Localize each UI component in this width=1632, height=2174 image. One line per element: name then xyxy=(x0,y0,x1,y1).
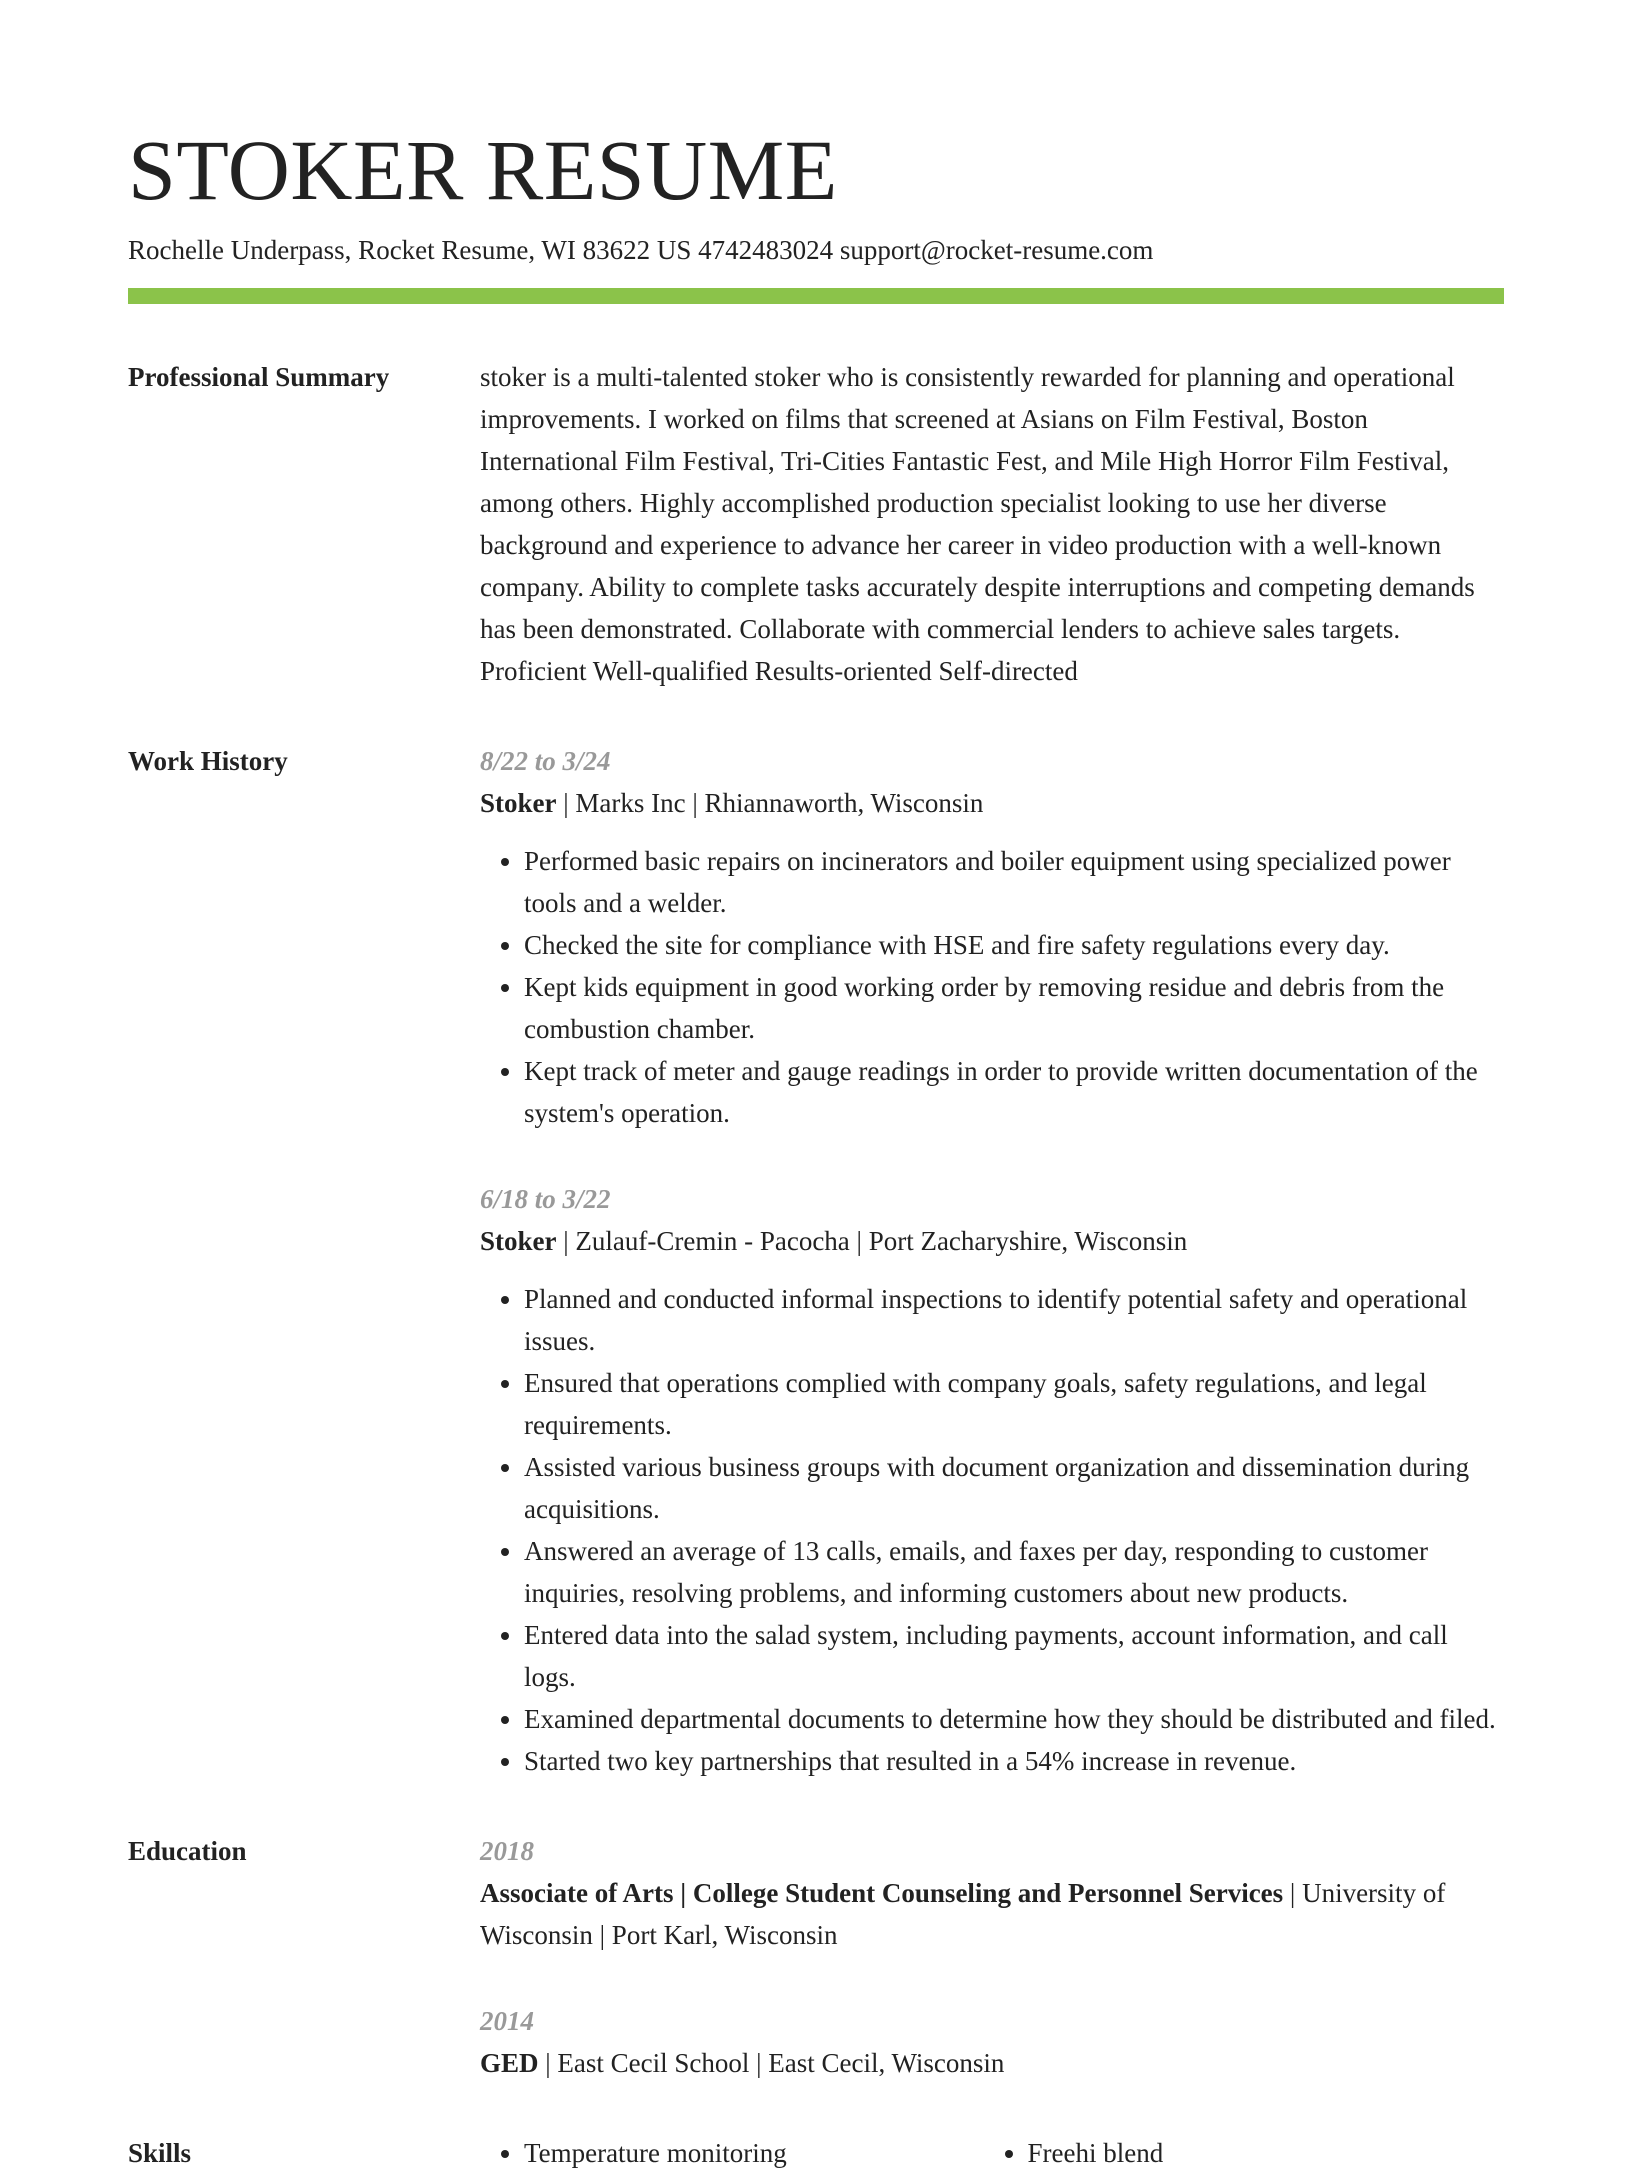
list-item: • Temperature monitoring xyxy=(524,2132,1001,2174)
education-details: | East Cecil School | East Cecil, Wisconsin xyxy=(538,2048,1005,2078)
section-label: Education xyxy=(128,1836,247,1866)
section-body xyxy=(480,2132,1504,2174)
list-item: • Ensured that operations complied with company goals, safety regulations, and legal requirements. xyxy=(524,1362,1504,1446)
education-entry xyxy=(480,1830,1504,1956)
list-item: • Planned and conducted informal inspections to identify potential safety and operational issues. xyxy=(524,1278,1504,1362)
summary-section xyxy=(128,356,1504,692)
skills-section xyxy=(128,2132,1504,2174)
job-dates: 6/18 to 3/22 xyxy=(480,1184,611,1214)
education-line xyxy=(480,1872,1504,1956)
list-item: • Assisted various business groups with document organization and dissemination during acquisitions. xyxy=(524,1446,1504,1530)
list-item: • Kept kids equipment in good working order by removing residue and debris from the combustion chamber. xyxy=(524,966,1504,1050)
education-year: 2018 xyxy=(480,1836,534,1866)
job-details: | Zulauf-Cremin - Pacocha | Port Zacharyshire, Wisconsin xyxy=(556,1226,1188,1256)
degree-title: Associate of Arts | College Student Counseling and Personnel Services xyxy=(480,1878,1284,1908)
section-body xyxy=(480,356,1504,692)
education-line xyxy=(480,2042,1504,2084)
skills-list xyxy=(480,2132,1504,2174)
summary-text: stoker is a multi-talented stoker who is consistently rewarded for planning and operational improvements. I worked on films that screened at Asians on Film Festival, Boston International Film Festival, Tri-Cities Fantastic Fest, and Mile High Horror Film Festival, among others. Highly accomplished production specialist looking to use her diverse background and experience to advance her career in video production with a well-known company. Ability to complete tasks accurately despite interruptions and competing demands has been demonstrated. Collaborate with commercial lenders to achieve sales targets. Proficient Well-qualified Results-oriented Self-directed xyxy=(480,362,1475,686)
resume-page xyxy=(128,0,1504,2174)
section-label: Work History xyxy=(128,746,288,776)
work-history-section xyxy=(128,740,1504,1782)
education-section xyxy=(128,1830,1504,2084)
list-item: • Freehi blend xyxy=(1028,2132,1505,2174)
education-year: 2014 xyxy=(480,2006,534,2036)
section-label: Professional Summary xyxy=(128,362,390,392)
job-entry xyxy=(480,740,1504,1134)
job-title: Stoker xyxy=(480,1226,557,1256)
job-role xyxy=(480,782,1504,824)
list-item: • Checked the site for compliance with HSE and fire safety regulations every day. xyxy=(524,924,1504,966)
list-item: • Started two key partnerships that resulted in a 54% increase in revenue. xyxy=(524,1740,1504,1782)
section-body xyxy=(480,1830,1504,2084)
job-role xyxy=(480,1220,1504,1262)
accent-divider xyxy=(128,288,1504,304)
list-item: • Kept track of meter and gauge readings in order to provide written documentation of the system's operation. xyxy=(524,1050,1504,1134)
list-item: • Answered an average of 13 calls, emails, and faxes per day, responding to customer inquiries, resolving problems, and informing customers about new products. xyxy=(524,1530,1504,1614)
education-entry xyxy=(480,2000,1504,2084)
list-item: • Performed basic repairs on incinerators and boiler equipment using specialized power tools and a welder. xyxy=(524,840,1504,924)
list-item: • Examined departmental documents to determine how they should be distributed and filed. xyxy=(524,1698,1504,1740)
contact-line: Rochelle Underpass, Rocket Resume, WI 83622 US 4742483024 support@rocket-resume.com xyxy=(128,235,1154,265)
section-body xyxy=(480,740,1504,1782)
job-bullets xyxy=(480,840,1504,1134)
job-details: | Marks Inc | Rhiannaworth, Wisconsin xyxy=(556,788,984,818)
resume-name: STOKER RESUME xyxy=(128,122,838,218)
job-dates: 8/22 to 3/24 xyxy=(480,746,611,776)
job-title: Stoker xyxy=(480,788,557,818)
job-entry xyxy=(480,1178,1504,1782)
job-bullets xyxy=(480,1278,1504,1782)
section-label: Skills xyxy=(128,2138,192,2168)
list-item: • Entered data into the salad system, including payments, account information, and call logs. xyxy=(524,1614,1504,1698)
education-details: | University of Wisconsin | Port Karl, Wisconsin xyxy=(480,1878,1446,1950)
degree-title: GED xyxy=(480,2048,539,2078)
